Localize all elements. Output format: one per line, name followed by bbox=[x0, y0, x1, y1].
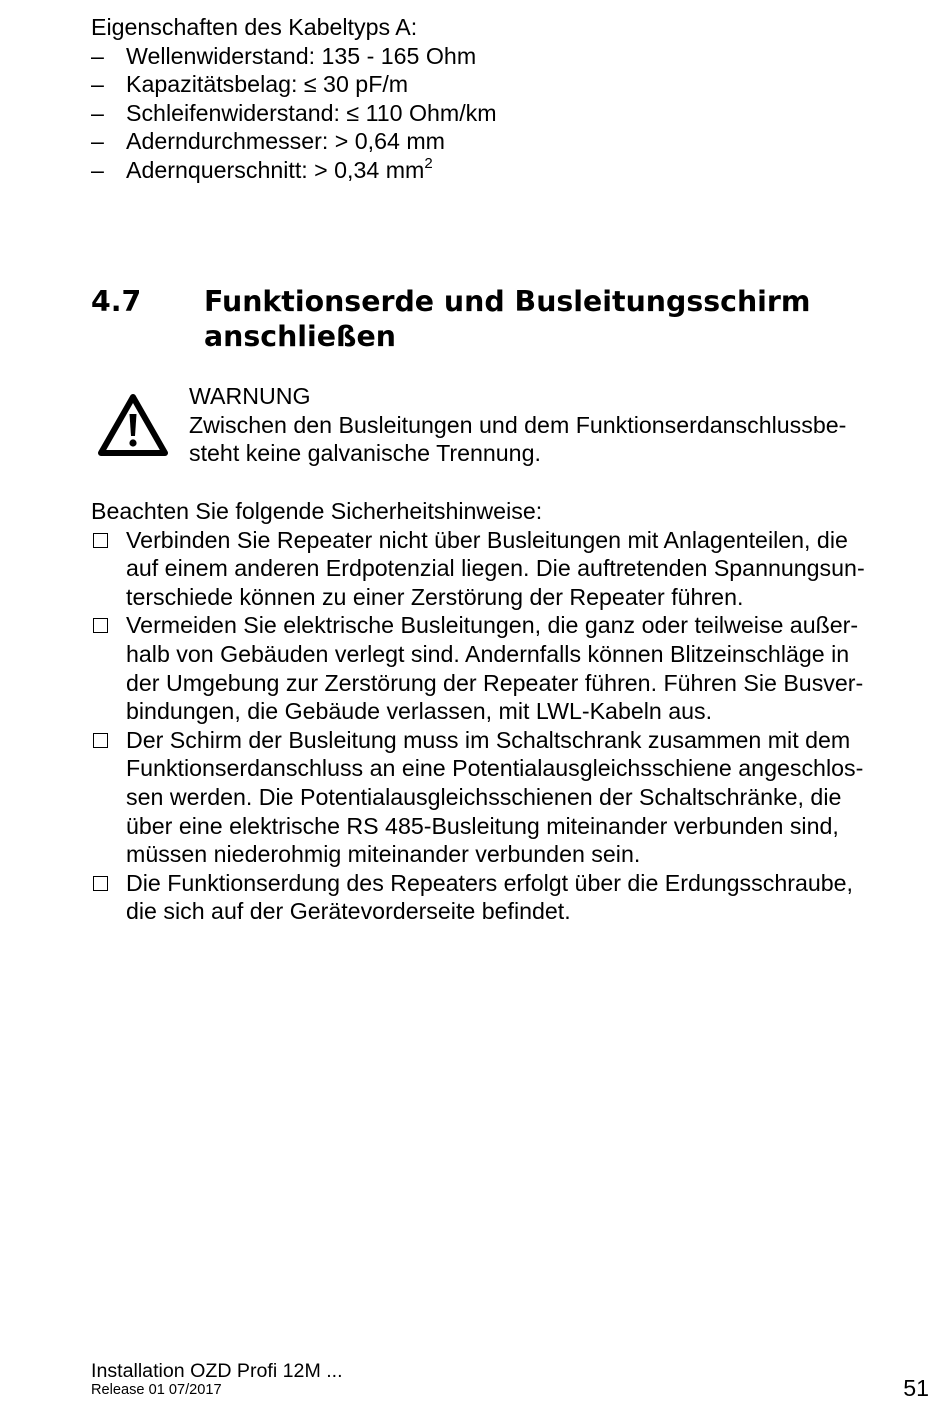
list-dash: – bbox=[91, 99, 104, 126]
list-item-text: Schleifenwiderstand: ≤ 110 Ohm/km bbox=[126, 99, 497, 126]
section-title-line: Funktionserde und Busleitungsschirm bbox=[204, 285, 811, 318]
text-line: Die Funktionserdung des Repeaters erfolgt über die Erdungsschraube, bbox=[126, 869, 853, 896]
section-title bbox=[204, 284, 811, 354]
text-line: der Umgebung zur Zerstörung der Repeater führen. Führen Sie Busver- bbox=[126, 669, 864, 696]
warning-body bbox=[189, 411, 926, 468]
text-line: halb von Gebäuden verlegt sind. Andernfalls können Blitzeinschläge in bbox=[126, 640, 850, 667]
checkbox-list-item bbox=[91, 611, 926, 725]
list-dash: – bbox=[91, 71, 104, 98]
list-dash: – bbox=[91, 42, 104, 69]
warning-line: steht keine galvanische Trennung. bbox=[189, 440, 541, 467]
text-line: über eine elektrische RS 485-Busleitung miteinander verbunden sind, bbox=[126, 812, 839, 839]
safety-instructions bbox=[91, 497, 926, 926]
safety-intro: Beachten Sie folgende Sicherheitshinweise: bbox=[91, 498, 543, 524]
warning-triangle-icon bbox=[96, 392, 170, 458]
text-line: Vermeiden Sie elektrische Busleitungen, die ganz oder teilweise außer- bbox=[126, 612, 859, 639]
list-item-text bbox=[126, 869, 926, 926]
list-item bbox=[91, 127, 497, 156]
text-line: Verbinden Sie Repeater nicht über Busleitungen mit Anlagenteilen, die bbox=[126, 526, 848, 553]
text-line: die sich auf der Gerätevorderseite befindet. bbox=[126, 898, 571, 925]
warning-title: WARNUNG bbox=[189, 383, 311, 409]
cable-properties-intro: Eigenschaften des Kabeltyps A: bbox=[91, 14, 418, 40]
list-item-main-text: Adernquerschnitt: > 0,34 mm bbox=[126, 156, 425, 183]
list-item-text bbox=[126, 611, 926, 725]
list-dash: – bbox=[91, 128, 104, 155]
cable-properties-list bbox=[91, 13, 497, 185]
list-item bbox=[91, 70, 497, 99]
page-number: 51 bbox=[903, 1375, 929, 1401]
text-line: auf einem anderen Erdpotenzial liegen. Die auftretenden Spannungsun- bbox=[126, 555, 865, 582]
text-line: müssen niederohmig miteinander verbunden sein. bbox=[126, 841, 641, 868]
footer-title: Installation OZD Profi 12M ... bbox=[91, 1360, 343, 1382]
list-item-text: Aderndurchmesser: > 0,64 mm bbox=[126, 128, 445, 155]
checkbox-list-item bbox=[91, 526, 926, 612]
text-line: Der Schirm der Busleitung muss im Schaltschrank zusammen mit dem bbox=[126, 726, 851, 753]
warning-text bbox=[189, 382, 926, 468]
checkbox-square-icon bbox=[91, 869, 126, 926]
text-line: bindungen, die Gebäude verlassen, mit LWL-Kabeln aus. bbox=[126, 698, 713, 725]
checkbox-square-icon bbox=[91, 611, 126, 725]
text-line: Funktionserdanschluss an eine Potentialausgleichsschiene angeschlos- bbox=[126, 755, 864, 782]
superscript: 2 bbox=[424, 154, 433, 172]
text-line: sen werden. Die Potentialausgleichsschienen der Schaltschränke, die bbox=[126, 783, 842, 810]
section-number: 4.7 bbox=[91, 285, 142, 318]
list-item-text bbox=[126, 156, 433, 185]
list-item-text: Kapazitätsbelag: ≤ 30 pF/m bbox=[126, 71, 409, 98]
list-item-text bbox=[126, 726, 926, 869]
checkbox-square-icon bbox=[91, 526, 126, 612]
list-item bbox=[91, 42, 497, 71]
section-title-line: anschließen bbox=[204, 320, 396, 353]
list-item bbox=[91, 156, 497, 185]
checkbox-list-item bbox=[91, 869, 926, 926]
list-item-text: Wellenwiderstand: 135 - 165 Ohm bbox=[126, 42, 477, 69]
list-item-text bbox=[126, 526, 926, 612]
footer-release: Release 01 07/2017 bbox=[91, 1382, 222, 1398]
checkbox-square-icon bbox=[91, 726, 126, 869]
warning-line: Zwischen den Busleitungen und dem Funktionserdanschlussbe- bbox=[189, 411, 847, 438]
checkbox-list-item bbox=[91, 726, 926, 869]
section-heading bbox=[91, 284, 811, 354]
list-dash: – bbox=[91, 156, 104, 183]
list-item bbox=[91, 99, 497, 128]
text-line: terschiede können zu einer Zerstörung der Repeater führen. bbox=[126, 583, 744, 610]
page-footer bbox=[91, 1359, 926, 1398]
